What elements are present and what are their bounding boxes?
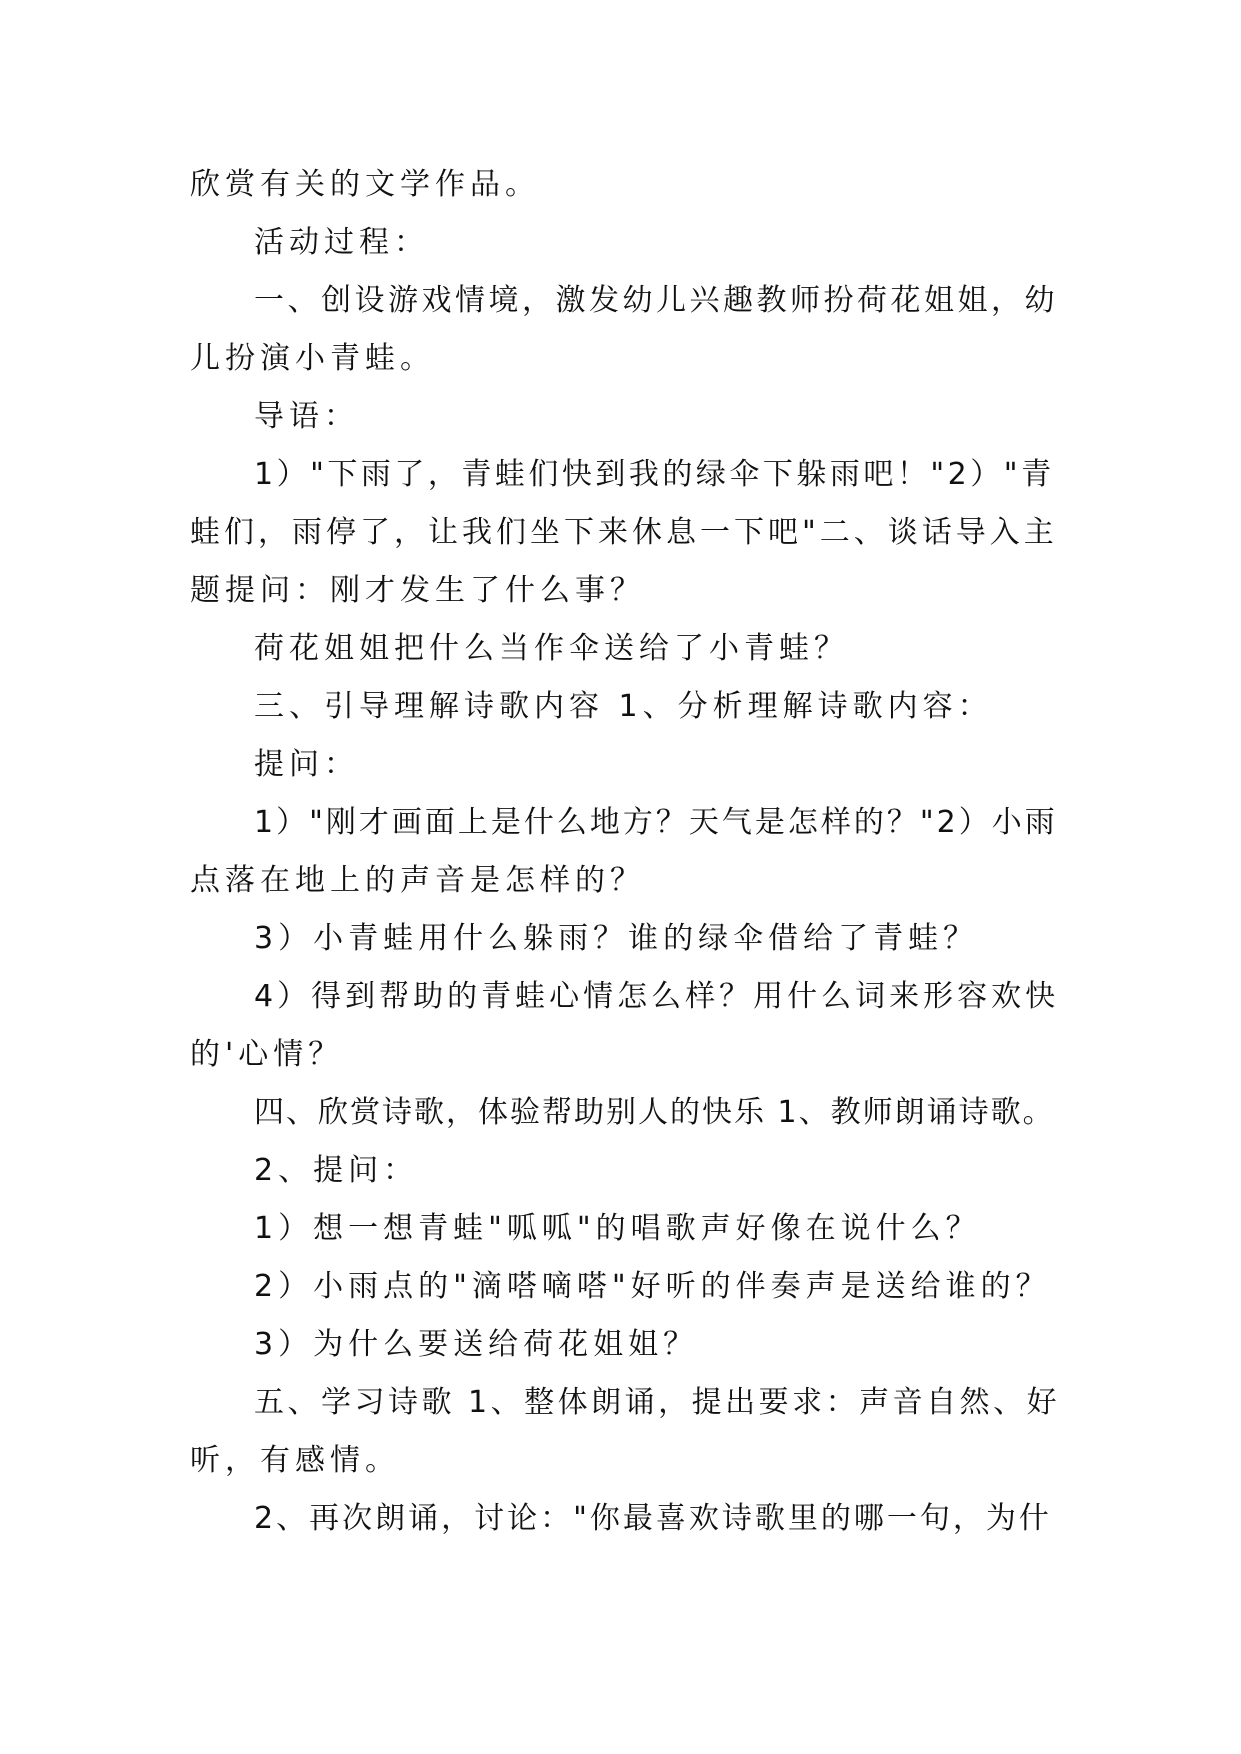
text-line: 一、创设游戏情境，激发幼儿兴趣教师扮荷花姐姐，幼 [254,283,1058,318]
text-line: 2）小雨点的"滴嗒嘀嗒"好听的伴奏声是送给谁的？ [254,1269,1051,1304]
text-line: 活动过程： [254,225,429,260]
text-line: 1）想一想青蛙"呱呱"的唱歌声好像在说什么？ [254,1211,981,1246]
text-line: 儿扮演小青蛙。 [190,341,435,376]
text-line: 4）得到帮助的青蛙心情怎么样？用什么词来形容欢快 [254,979,1060,1014]
text-line: 的'心情？ [190,1037,344,1072]
text-line: 2、提问： [254,1153,419,1188]
text-line: 蛙们，雨停了，让我们坐下来休息一下吧"二、谈话导入主 [190,515,1058,550]
text-line: 1）"刚才画面上是什么地方？天气是怎样的？"2）小雨 [254,805,1058,840]
text-line: 2、再次朗诵，讨论："你最喜欢诗歌里的哪一句，为什 [254,1501,1052,1536]
text-line: 欣赏有关的文学作品。 [190,167,540,202]
text-line: 题提问：刚才发生了什么事？ [190,573,645,608]
text-line: 1）"下雨了，青蛙们快到我的绿伞下躲雨吧！"2）"青 [254,457,1055,492]
text-line: 三、引导理解诗歌内容 1、分析理解诗歌内容： [254,689,993,724]
text-line: 3）小青蛙用什么躲雨？谁的绿伞借给了青蛙？ [254,921,979,956]
text-line: 点落在地上的声音是怎样的？ [190,863,645,898]
text-line: 荷花姐姐把什么当作伞送给了小青蛙？ [254,631,849,666]
text-line: 提问： [254,747,359,782]
text-line: 导语： [254,399,359,434]
text-line: 五、学习诗歌 1、整体朗诵，提出要求：声音自然、好 [254,1385,1061,1420]
text-line: 四、欣赏诗歌，体验帮助别人的快乐 1、教师朗诵诗歌。 [254,1095,1055,1130]
text-line: 3）为什么要送给荷花姐姐？ [254,1327,699,1362]
text-line: 听，有感情。 [190,1443,400,1478]
